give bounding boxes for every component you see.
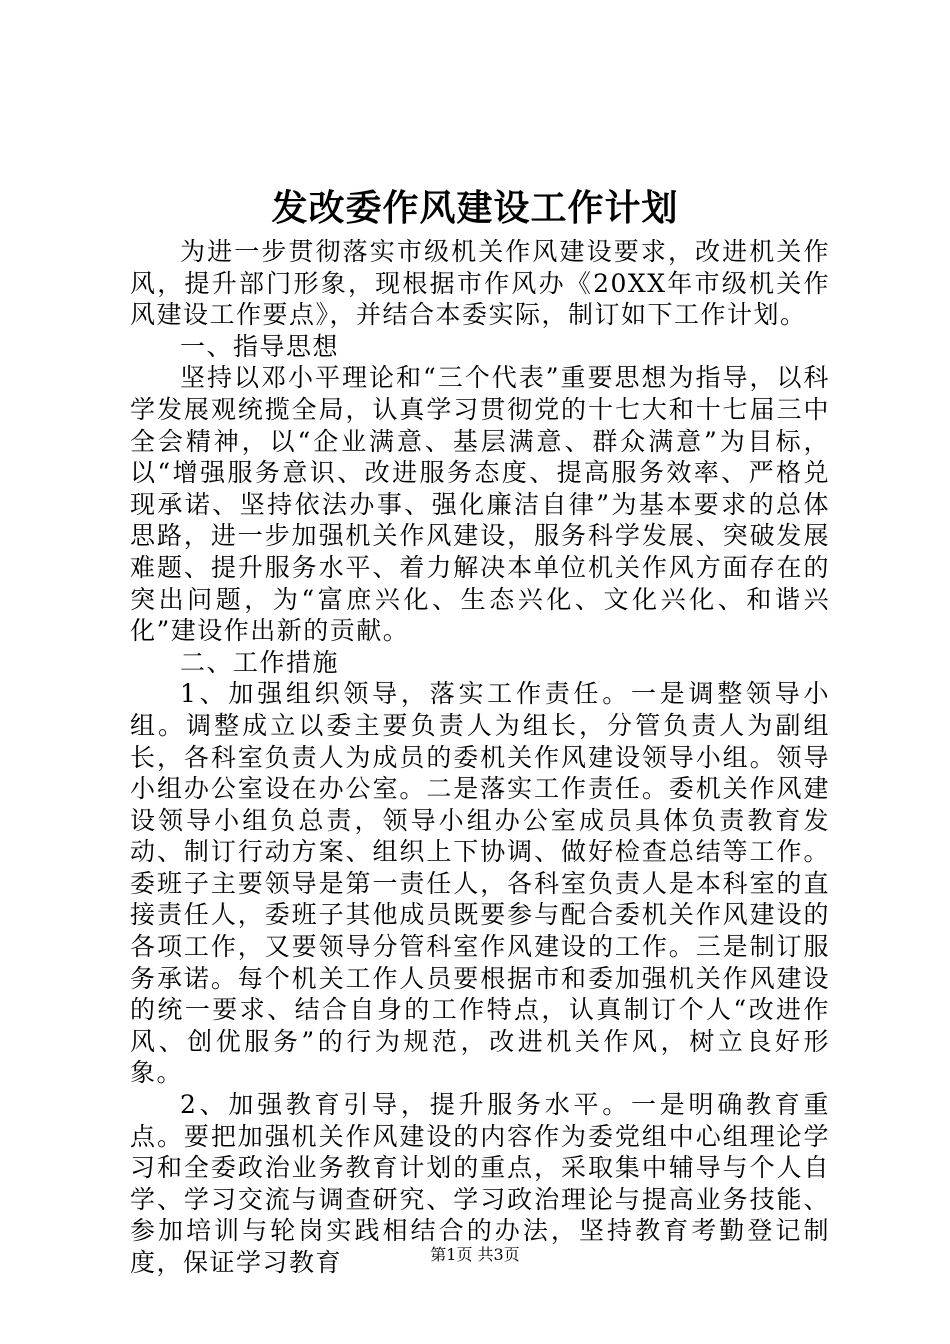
section-heading-guiding-ideology: 一、指导思想 <box>180 331 340 361</box>
guiding-ideology-paragraph: 坚持以邓小平理论和“三个代表”重要思想为指导，以科学发展观统揽全局，认真学习贯彻党的十七大和十七届三中全会精神，以“企业满意、基层满意、群众满意”为目标，以“增强服务意识、改进服务态度、提高服务效率、严格兑现承诺、坚持依法办事、强化廉洁自律”为基本要求的总体思路，进一步加强机关作风建设，服务科学发展、突破发展难题、提升服务水平、着力解决本单位机关作风方面存在的突出问题，为“富庶兴化、生态兴化、文化兴化、和谐兴化”建设作出新的贡献。 <box>130 363 830 646</box>
page-footer: 第1页 共3页 <box>430 1245 520 1264</box>
section-heading-work-measures: 二、工作措施 <box>180 647 340 677</box>
document-body <box>130 236 830 1279</box>
measure-1-paragraph: 1、加强组织领导，落实工作责任。一是调整领导小组。调整成立以委主要负责人为组长，分管负责人为副组长，各科室负责人为成员的委机关作风建设领导小组。领导小组办公室设在办公室。二是落实工作责任。委机关作风建设领导小组负总责，领导小组办公室成员具体负责教育发动、制订行动方案、组织上下协调、做好检查总结等工作。委班子主要领导是第一责任人，各科室负责人是本科室的直接责任人，委班子其他成员既要参与配合委机关作风建设的各项工作，又要领导分管科室作风建设的工作。三是制订服务承诺。每个机关工作人员要根据市和委加强机关作风建设的统一要求、结合自身的工作特点，认真制订个人“改进作风、创优服务”的行为规范，改进机关作风，树立良好形象。 <box>130 679 830 1088</box>
intro-paragraph: 为进一步贯彻落实市级机关作风建设要求，改进机关作风，提升部门形象，现根据市作风办《20XX年市级机关作风建设工作要点》，并结合本委实际，制订如下工作计划。 <box>130 237 830 330</box>
measure-2-paragraph: 2、加强教育引导，提升服务水平。一是明确教育重点。要把加强机关作风建设的内容作为委党组中心组理论学习和全委政治业务教育计划的重点，采取集中辅导与个人自学、学习交流与调查研究、学习政治理论与提高业务技能、参加培训与轮岗实践相结合的办法，坚持教育考勤登记制度，保证学习教育 <box>130 1090 830 1277</box>
document-title: 发改委作风建设工作计划 <box>271 187 679 229</box>
